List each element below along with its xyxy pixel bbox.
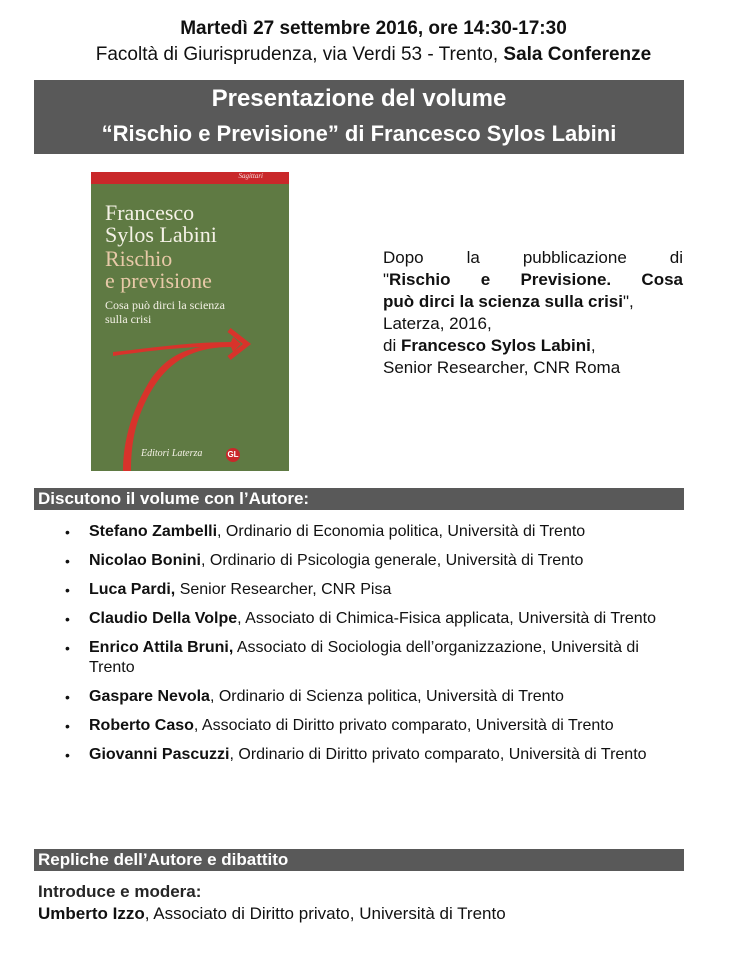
- list-item: [60, 638, 685, 678]
- bullet-icon: •: [65, 582, 70, 598]
- discussant-role: , Ordinario di Diritto privato comparato, Università di Trento: [229, 746, 647, 763]
- description-role: Senior Researcher, CNR Roma: [383, 358, 621, 377]
- description-book-title-a: Rischio e Previsione. Cosa: [389, 270, 683, 289]
- bullet-icon: •: [65, 689, 70, 705]
- description-author-suffix: ,: [590, 336, 596, 355]
- bullet-icon: •: [65, 524, 70, 540]
- description-author-line: [383, 335, 683, 357]
- title-line-2: “Rischio e Previsione” di Francesco Sylos Labini: [101, 121, 617, 146]
- book-cover-title-line-1: Rischio: [105, 246, 173, 271]
- moderator-role: , Associato di Diritto privato, Università di Trento: [144, 904, 506, 923]
- description-author: Francesco Sylos Labini: [400, 336, 591, 355]
- moderator-line: [38, 904, 506, 924]
- discussant-role: Associato di Sociologia dell’organizzazione, Università di Trento: [89, 639, 639, 676]
- discussant-name: Stefano Zambelli: [89, 523, 218, 540]
- discussant-role: , Ordinario di Scienza politica, Università di Trento: [209, 688, 564, 705]
- book-cover-author-line-1: Francesco: [105, 200, 195, 225]
- location-address: Facoltà di Giurisprudenza, via Verdi 53 - Trento,: [95, 44, 504, 65]
- book-cover-image: [91, 172, 289, 471]
- discussant-role: Senior Researcher, CNR Pisa: [175, 581, 392, 598]
- discussant-name: Giovanni Pascuzzi: [89, 746, 230, 763]
- bullet-icon: •: [65, 611, 70, 627]
- discussants-heading: Discutono il volume con l’Autore:: [38, 489, 310, 508]
- quote-open: ": [383, 270, 390, 289]
- list-item: [60, 522, 685, 542]
- list-item: [60, 687, 685, 707]
- moderator-name: Umberto Izzo: [38, 904, 145, 923]
- discussants-band: [34, 488, 684, 510]
- book-cover-subtitle-line-2: sulla crisi: [105, 312, 152, 326]
- description-book-title-b: può dirci la scienza sulla crisi: [383, 292, 623, 311]
- discussant-name: Claudio Della Volpe: [89, 610, 238, 627]
- discussant-role: , Ordinario di Psicologia generale, Università di Trento: [201, 552, 584, 569]
- book-cover-subtitle-line-1: Cosa può dirci la scienza: [105, 298, 225, 312]
- discussants-list: [60, 522, 685, 774]
- book-description: [383, 247, 683, 379]
- description-intro: Dopo la pubblicazione di: [383, 248, 683, 267]
- discussant-name: Luca Pardi,: [89, 581, 176, 598]
- description-book-title-line-2: [383, 291, 683, 313]
- description-book-title-line-1: [383, 269, 683, 291]
- discussant-name: Enrico Attila Bruni,: [89, 639, 234, 656]
- bullet-icon: •: [65, 718, 70, 734]
- bullet-icon: •: [65, 747, 70, 763]
- bullet-icon: •: [65, 640, 70, 656]
- discussant-role: , Associato di Diritto privato comparato, Università di Trento: [193, 717, 614, 734]
- list-item: [60, 745, 685, 765]
- replies-band: [34, 849, 684, 871]
- list-item: [60, 716, 685, 736]
- discussant-role: , Associato di Chimica-Fisica applicata, Università di Trento: [237, 610, 657, 627]
- discussant-name: Nicolao Bonini: [89, 552, 201, 569]
- event-location: [0, 44, 747, 66]
- location-room: Sala Conferenze: [503, 44, 652, 65]
- book-series-label: Sagittari: [238, 172, 263, 180]
- bullet-icon: •: [65, 553, 70, 569]
- event-date-time: Martedì 27 settembre 2016, ore 14:30-17:30: [180, 18, 567, 39]
- discussant-name: Roberto Caso: [89, 717, 194, 734]
- book-cover-title-line-2: e previsione: [105, 268, 212, 293]
- book-cover-author-line-2: Sylos Labini: [105, 222, 217, 247]
- list-item: [60, 580, 685, 600]
- discussant-role: , Ordinario di Economia politica, Università di Trento: [217, 523, 586, 540]
- replies-heading: Repliche dell’Autore e dibattito: [38, 850, 289, 869]
- quote-close: ",: [622, 292, 634, 311]
- title-line-1: Presentazione del volume: [211, 85, 507, 112]
- book-cover-arrow-icon: [91, 172, 289, 471]
- description-publisher: Laterza, 2016,: [383, 314, 492, 333]
- discussant-name: Gaspare Nevola: [89, 688, 210, 705]
- list-item: [60, 551, 685, 571]
- description-by: di: [383, 336, 401, 355]
- moderation-label: Introduce e modera:: [38, 882, 202, 901]
- title-band: [34, 80, 684, 154]
- list-item: [60, 609, 685, 629]
- book-cover-publisher: Editori Laterza: [141, 448, 203, 459]
- publisher-logo: GL: [226, 448, 240, 462]
